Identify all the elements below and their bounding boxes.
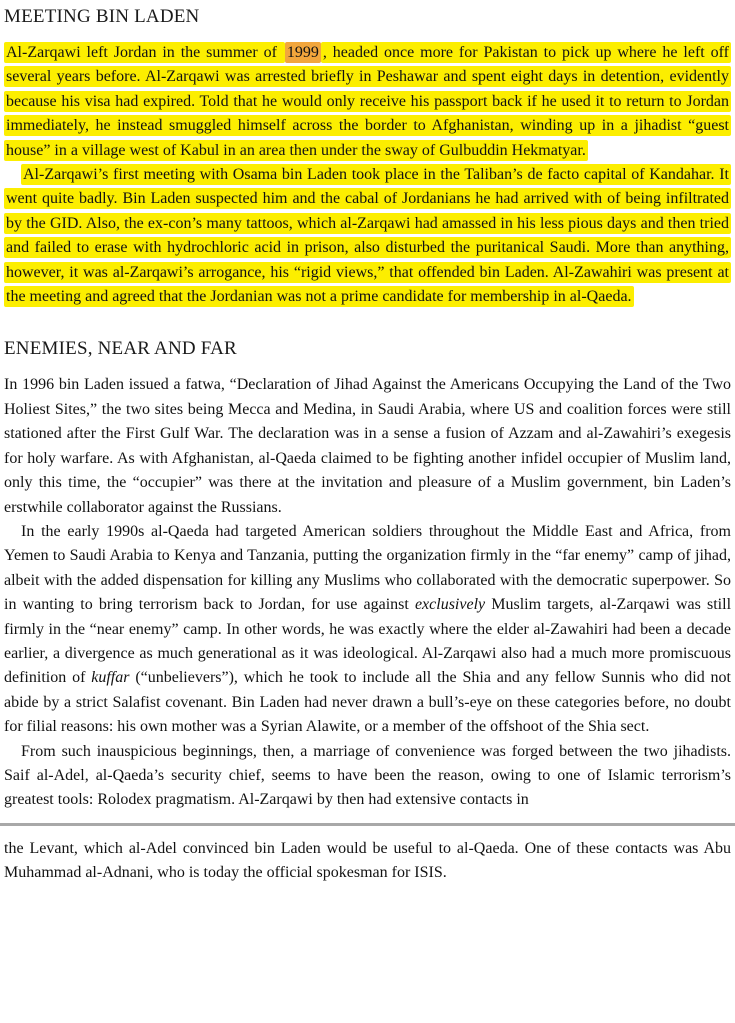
- body-text: the Levant, which al-Adel convinced bin Laden would be useful to al-Qaeda. One of these contacts was Abu Muhammad al-Adnani, who is today the official spokesman for ISIS.: [4, 839, 731, 882]
- body-text: In 1996 bin Laden issued a fatwa, “Declaration of Jihad Against the Americans Occupying the Land of the Two Holiest Sites,” the two sites being Mecca and Medina, in Saudi Arabia, where US and coalition forces were still stationed after the First Gulf War. The declaration was in a sense a fusion of Azzam and al-Zawahiri’s exegesis for holy warfare. As with Afghanistan, al-Qaeda claimed to be fighting another infidel occupier of Muslim land, only this time, the “occupier” was there at the invitation and pleasure of a Muslim government, bin Laden’s erstwhile collaborator against the Russians.: [4, 376, 731, 516]
- body-text: From such inauspicious beginnings, then, a marriage of convenience was forged between the two jihadists. Saif al-Adel, al-Qaeda’s security chief, seems to have been the reason, owing to one of Islamic terrorism’s greatest tools: Rolodex pragmatism. Al-Zarqawi by then had extensive contacts in: [4, 742, 731, 809]
- user-highlight[interactable]: Al-Zarqawi’s first meeting with Osama bin Laden took place in the Taliban’s de facto capital of Kandahar. It went quite badly. Bin Laden suspected him and the cabal of Jordanians he had arrived with of being infiltrated by the GID. Also, the ex-con’s many tattoos, which al-Zarqawi had amassed in his less pious days and then tried and failed to erase with hydrochloric acid in prison, also disturbed the puritanical Saudi. More than anything, however, it was al-Zarqawi’s arrogance, his “rigid views,” that offended bin Laden. Al-Zawahiri was present at the meeting and agreed that the Jordanian was not a prime candidate for membership in al-Qaeda.: [6, 166, 729, 306]
- paragraph: [4, 41, 731, 163]
- search-match-highlight[interactable]: 1999: [286, 44, 319, 61]
- body-text: (“unbelievers”), which he took to include all the Shia and any fellow Sunnis who did not abide by a strict Salafist covenant. Bin Laden had never drawn a bull’s-eye on these categories before, no doubt for filial reasons: his own mother was a Syrian Alawite, or a member of the offshoot of the Shia sect.: [4, 669, 731, 736]
- user-highlight[interactable]: Al-Zarqawi left Jordan in the summer of: [6, 44, 283, 61]
- paragraph: [4, 740, 731, 813]
- paragraph: [4, 373, 731, 519]
- page-break-divider: [0, 823, 735, 826]
- body-text: exclusively: [414, 596, 486, 614]
- page-content: [4, 6, 731, 886]
- paragraph: [4, 163, 731, 309]
- section-heading: ENEMIES, NEAR AND FAR: [4, 338, 237, 360]
- section-heading: MEETING BIN LADEN: [4, 6, 200, 27]
- user-highlight[interactable]: , headed once more for Pakistan to pick up where he left off several years before. Al-Zarqawi was arrested briefly in Peshawar and spent eight days in detention, evidently because his visa had expired. Told that he would only receive his passport back if he used it to return to Jordan immediately, he instead smuggled himself across the border to Afghanistan, winding up in a jihadist “guest house” in a village west of Kabul in an area then under the sway of Gulbuddin Hekmatyar.: [6, 44, 729, 159]
- paragraph: [4, 520, 731, 740]
- body-text: Muslim targets, al-Zarqawi was still firmly in the “near enemy” camp. In other words, he was exactly where the elder al-Zawahiri had been a decade earlier, a divergence as much generational as it was ideological. Al-Zarqawi also had a much more promiscuous definition of: [4, 596, 732, 687]
- body-text: In the early 1990s al-Qaeda had targeted American soldiers throughout the Middle East and Africa, from Yemen to Saudi Arabia to Kenya and Tanzania, putting the organization firmly in the “far enemy” camp of jihad, albeit with the added dispensation for killing any Muslims who collaborated with the democratic superpower. So in wanting to bring terrorism back to Jordan, for use against: [4, 522, 731, 614]
- body-text: kuffar: [91, 669, 130, 687]
- paragraph: [4, 837, 731, 886]
